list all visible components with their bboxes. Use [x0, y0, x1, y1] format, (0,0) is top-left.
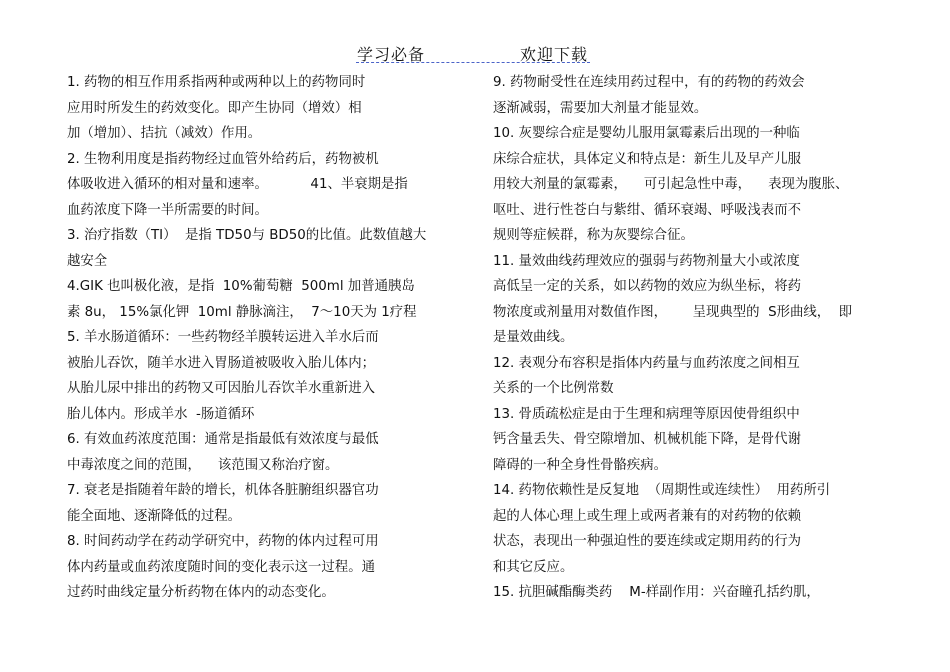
text-line: 3. 治疗指数（TI） 是指 TD50与 BD50的比值。此数值越大	[67, 228, 427, 243]
text-line: 血药浓度下降一半所需要的时间。	[67, 202, 268, 218]
header-dashed-rule	[356, 62, 590, 63]
text-line: 15. 抗胆碱酯酶类药 M-样副作用：兴奋瞳孔括约肌，	[493, 585, 820, 600]
header-right-text: 欢迎下载	[520, 45, 589, 64]
text-line: 规则等症候群，称为灰婴综合征。	[493, 228, 694, 243]
text-line: 13. 骨质疏松症是由于生理和病理等原因使骨组织中	[493, 406, 800, 422]
text-line: 起的人体心理上或生理上或两者兼有的对药物的依赖	[493, 508, 801, 524]
text-line: 状态，表现出一种强迫性的要连续或定期用药的行为	[493, 534, 801, 549]
text-line: 床综合症状，具体定义和特点是：新生儿及早产儿服	[493, 151, 801, 167]
header-left-text: 学习必备	[357, 45, 426, 64]
text-line: 高低呈一定的关系，如以药物的效应为纵坐标，将药	[493, 279, 801, 294]
text-line: 逐渐减弱，需要加大剂量才能显效。	[493, 100, 708, 116]
left-text-column	[67, 70, 457, 606]
text-line: 5. 羊水肠道循环：一些药物经羊膜转运进入羊水后而	[67, 330, 379, 345]
text-line: 被胎儿吞饮，随羊水进入胃肠道被吸收入胎儿体内；	[67, 355, 375, 371]
text-line: 中毒浓度之间的范围， 该范围又称治疗窗。	[67, 457, 339, 473]
text-line: 素 8u， 15%氯化钾 10ml 静脉滴注， 7～10天为 1疗程	[67, 304, 417, 320]
text-line: 11. 量效曲线药理效应的强弱与药物剂量大小或浓度	[493, 253, 800, 269]
text-line: 10. 灰婴综合症是婴幼儿服用氯霉素后出现的一种临	[493, 126, 800, 141]
text-line: 从胎儿尿中排出的药物又可因胎儿吞饮羊水重新进入	[67, 381, 375, 396]
text-line: 过药时曲线定量分析药物在体内的动态变化。	[67, 585, 335, 600]
text-line: 关系的一个比例常数	[493, 381, 614, 396]
text-line: 9. 药物耐受性在连续用药过程中，有的药物的药效会	[493, 75, 805, 90]
text-line: 呕吐、进行性苍白与紫绀、循环衰竭、呼吸浅表而不	[493, 202, 801, 218]
text-line: 6. 有效血药浓度范围：通常是指最低有效浓度与最低	[67, 432, 379, 447]
text-line: 和其它反应。	[493, 559, 574, 575]
text-line: 障碍的一种全身性骨骼疾病。	[493, 457, 668, 473]
text-line: 体吸收进入循环的相对量和速率。 41、半衰期是指	[67, 177, 408, 192]
page-header	[0, 40, 950, 66]
text-line: 体内药量或血药浓度随时间的变化表示这一过程。通	[67, 559, 375, 575]
text-line: 用较大剂量的氯霉素， 可引起急性中毒， 表现为腹胀、	[493, 177, 849, 192]
text-line: 7. 衰老是指随着年龄的增长，机体各脏腑组织器官功	[67, 483, 379, 498]
text-line: 12. 表观分布容积是指体内药量与血药浓度之间相互	[493, 355, 800, 371]
text-line: 14. 药物依赖性是反复地 （周期性或连续性） 用药所引	[493, 483, 831, 498]
text-line: 2. 生物利用度是指药物经过血管外给药后，药物被机	[67, 151, 379, 167]
text-line: 8. 时间药动学在药动学研究中，药物的体内过程可用	[67, 534, 379, 549]
text-line: 越安全	[67, 253, 108, 269]
text-line: 加（增加）、拮抗（减效）作用。	[67, 126, 262, 141]
text-line: 能全面地、逐渐降低的过程。	[67, 508, 242, 524]
text-line: 物浓度或剂量用对数值作图， 呈现典型的 S形曲线， 即	[493, 304, 853, 320]
right-text-column	[493, 70, 888, 606]
text-line: 4.GIK 也叫极化液，是指 10%葡萄糖 500ml 加普通胰岛	[67, 279, 415, 294]
text-line: 应用时所发生的药效变化。即产生协同（增效）相	[67, 100, 362, 116]
text-line: 是量效曲线。	[493, 330, 574, 345]
text-line: 钙含量丢失、骨空隙增加、机械机能下降，是骨代谢	[493, 432, 801, 447]
text-line: 1. 药物的相互作用系指两种或两种以上的药物同时	[67, 75, 366, 90]
text-line: 胎儿体内。形成羊水 -肠道循环	[67, 406, 255, 422]
